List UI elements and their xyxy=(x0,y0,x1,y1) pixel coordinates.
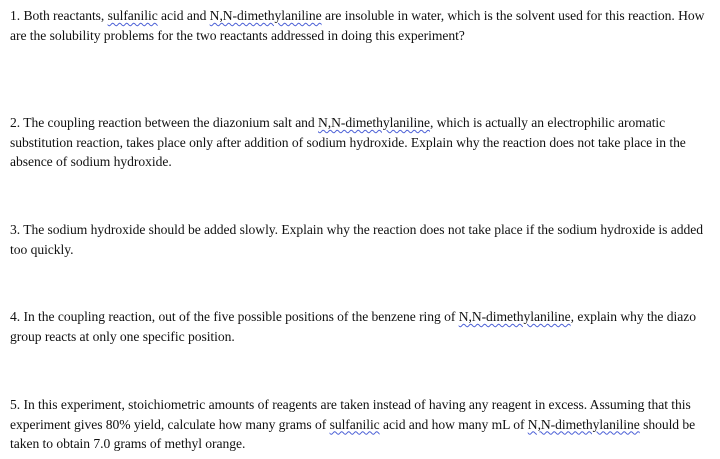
spellcheck-word[interactable]: N,N-dimethylaniline xyxy=(318,115,430,130)
question-3 xyxy=(10,220,716,259)
question-4 xyxy=(10,307,716,346)
question-text: The coupling reaction between the diazonium salt and N,N-dimethylaniline, which is actually an electrophilic aromatic substitution reaction, takes place only after addition of sodium hydroxide. Explain why the reaction does not take place in the absence of sodium hydroxide. xyxy=(10,115,686,169)
question-text: In the coupling reaction, out of the five possible positions of the benzene ring of N,N-dimethylaniline, explain why the diazo group reacts at only one specific position. xyxy=(10,309,696,344)
question-text: In this experiment, stoichiometric amounts of reagents are taken instead of having any reagent in excess. Assuming that this experiment gives 80% yield, calculate how many grams of sulfanilic acid and how many mL of N,N-dimethylaniline should be taken to obtain 7.0 grams of methyl orange. xyxy=(10,397,696,451)
question-1 xyxy=(10,6,716,45)
spellcheck-word[interactable]: sulfanilic xyxy=(329,416,380,432)
spellcheck-word[interactable]: N,N-dimethylaniline xyxy=(458,309,571,324)
question-text: Both reactants, sulfanilic acid and N,N-dimethylaniline are insoluble in water, which is the solvent used for this reaction. How are the solubility problems for the two reactants addressed in doing this experiment? xyxy=(10,8,705,43)
question-number: 5. xyxy=(10,397,21,412)
question-number: 1. xyxy=(10,8,21,23)
question-5 xyxy=(10,395,716,454)
spellcheck-word[interactable]: N,N-dimethylaniline xyxy=(527,416,640,432)
question-number: 4. xyxy=(10,309,21,324)
question-number: 2. xyxy=(10,115,21,130)
question-number: 3. xyxy=(10,222,21,237)
question-text: The sodium hydroxide should be added slowly. Explain why the reaction does not take place if the sodium hydroxide is added too quickly. xyxy=(10,222,703,257)
spellcheck-word[interactable]: sulfanilic xyxy=(107,8,158,23)
question-2 xyxy=(10,113,716,172)
spellcheck-word[interactable]: N,N-dimethylaniline xyxy=(209,8,322,23)
